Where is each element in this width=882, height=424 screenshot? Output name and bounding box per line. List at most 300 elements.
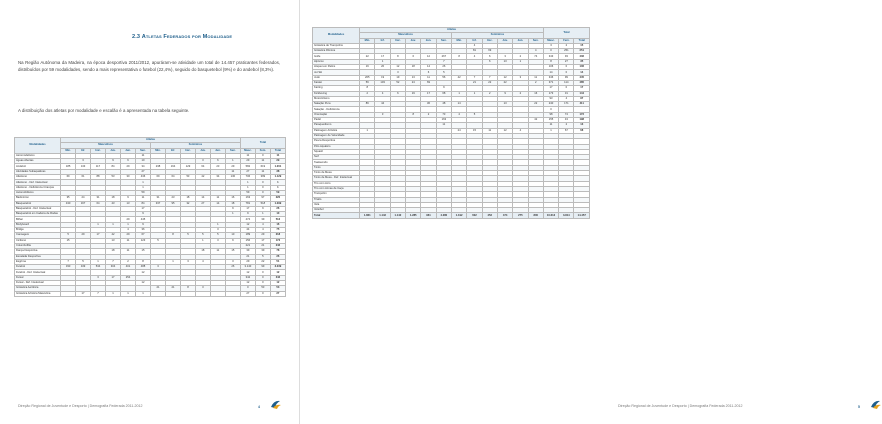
row-label: Badminton: [15, 196, 61, 201]
cell-value: 129: [180, 164, 195, 169]
cell-value: 12: [270, 281, 285, 286]
cell-value: 17: [240, 206, 255, 211]
cell-value: 7: [482, 75, 497, 80]
cell-value: 7: [91, 291, 106, 296]
cell-value: 44: [375, 102, 390, 107]
cell-value: 1: [360, 128, 375, 133]
header-row: [313, 28, 590, 33]
cell-value: 488: [136, 265, 151, 270]
cell-value: 74: [559, 112, 574, 117]
cell-value: 0: [543, 49, 558, 54]
cell-value: 1: [121, 222, 136, 227]
header-sub: Inf.: [375, 38, 390, 43]
cell-value: 8: [136, 259, 151, 264]
cell-value: 163: [436, 118, 451, 123]
header-sub: Sen.: [436, 38, 451, 43]
cell-value: 20: [375, 65, 390, 70]
header-femininos: Femininos: [451, 33, 543, 38]
row-label: Futebol - Def. Intelectual: [15, 270, 61, 275]
cell-value: 9: [225, 206, 240, 211]
cell-value: 15: [574, 43, 590, 48]
cell-value: 15: [61, 238, 76, 243]
row-label: Atividades Subaquáticas: [15, 169, 61, 174]
cell-value: 4: [375, 91, 390, 96]
header-sub: Masc.: [240, 148, 255, 153]
cell-value: 337: [150, 201, 165, 206]
cell-value: 0: [240, 286, 255, 291]
cell-value: 14: [195, 196, 210, 201]
cell-value: 11: [225, 169, 240, 174]
cell-value: 61: [76, 175, 91, 180]
cell-value: 14.457: [574, 213, 590, 218]
cell-value: 254: [121, 275, 136, 280]
cell-value: 53: [255, 286, 270, 291]
cell-value: [180, 291, 195, 296]
cell-value: 34: [210, 175, 225, 180]
row-label: Taekwondo: [313, 160, 360, 165]
cell-value: 0: [255, 291, 270, 296]
cell-value: 14: [451, 102, 466, 107]
cell-value: 3: [91, 275, 106, 280]
cell-value: 17: [106, 275, 121, 280]
cell-value: 8: [543, 59, 558, 64]
cell-value: 95: [165, 201, 180, 206]
cell-value: 275: [513, 213, 528, 218]
cell-value: 9: [436, 86, 451, 91]
cell-value: 9: [497, 91, 512, 96]
cell-value: 99: [255, 265, 270, 270]
cell-value: 24: [76, 196, 91, 201]
cell-value: 4: [467, 54, 482, 59]
cell-value: 3.140: [240, 265, 255, 270]
cell-value: 17: [255, 238, 270, 243]
cell-value: 1.285: [406, 213, 421, 218]
cell-value: 52: [390, 80, 405, 85]
cell-value: 1.201: [270, 164, 285, 169]
cell-value: 0: [559, 86, 574, 91]
cell-value: 1.299: [270, 201, 285, 206]
cell-value: 16: [360, 65, 375, 70]
cell-value: 29: [255, 233, 270, 238]
cell-value: 56: [436, 75, 451, 80]
row-label: Ginástica Artística Masculina: [15, 291, 61, 296]
cell-value: 4: [559, 96, 574, 101]
cell-value: 22: [255, 259, 270, 264]
cell-value: 5: [467, 112, 482, 117]
cell-value: 173: [270, 238, 285, 243]
cell-value: 23: [210, 164, 225, 169]
cell-value: 64: [91, 201, 106, 206]
cell-value: 73: [436, 112, 451, 117]
cell-value: 12: [240, 270, 255, 275]
cell-value: 29: [240, 259, 255, 264]
row-label: Golfe: [313, 54, 360, 59]
row-label: Padel: [313, 118, 360, 123]
cell-value: 7: [467, 75, 482, 80]
row-label: Basquetebol em Cadeira de Rodas: [15, 212, 61, 217]
cell-value: 2: [559, 123, 574, 128]
drjd-logo: [870, 398, 882, 410]
cell-value: 11: [255, 159, 270, 164]
cell-value: 445: [574, 75, 590, 80]
cell-value: 17: [375, 54, 390, 59]
cell-value: 706: [240, 175, 255, 180]
cell-value: 13: [497, 102, 512, 107]
cell-value: 4: [255, 222, 270, 227]
cell-value: 5: [76, 259, 91, 264]
row-label: Basquetebol: [15, 201, 61, 206]
cell-value: 0: [559, 65, 574, 70]
cell-value: 11: [543, 123, 558, 128]
header-sub: Inf.: [76, 148, 91, 153]
header-row: [15, 138, 286, 143]
header-masculinos: Masculinos: [61, 143, 151, 148]
row-label: Automobilismo: [15, 190, 61, 195]
cell-value: 15: [136, 249, 151, 254]
cell-value: 1: [467, 91, 482, 96]
cell-value: 12: [421, 54, 436, 59]
header-sub: Juv.: [406, 38, 421, 43]
cell-value: 3: [225, 259, 240, 264]
cell-value: 103: [375, 80, 390, 85]
cell-value: 69: [150, 175, 165, 180]
header-modalidades: Modalidades: [15, 138, 61, 154]
cell-value: 17: [76, 291, 91, 296]
cell-value: 18: [406, 65, 421, 70]
cell-value: 69: [61, 175, 76, 180]
cell-value: 164: [165, 164, 180, 169]
cell-value: 3.814: [559, 213, 574, 218]
cell-value: 19: [390, 75, 405, 80]
cell-value: 35: [61, 196, 76, 201]
cell-value: 81: [467, 49, 482, 54]
cell-value: 0: [559, 70, 574, 75]
row-label: Voleibol: [313, 208, 360, 213]
cell-value: 18: [225, 201, 240, 206]
header-sub: Jun.: [421, 38, 436, 43]
row-label: Bridge: [15, 228, 61, 233]
cell-value: 144: [574, 91, 590, 96]
header-sub: Inic.: [390, 38, 405, 43]
row-label: Futsal: [15, 275, 61, 280]
cell-value: 436: [136, 175, 151, 180]
row-label: Ciclismo: [15, 238, 61, 243]
header-femininos: Femininos: [150, 143, 240, 148]
header-masculinos: Masculinos: [360, 33, 452, 38]
cell-value: 304: [106, 265, 121, 270]
cell-value: 27: [240, 169, 255, 174]
cell-value: 93: [559, 54, 574, 59]
cell-value: 68: [436, 91, 451, 96]
cell-value: 17: [574, 86, 590, 91]
cell-value: 11: [482, 128, 497, 133]
cell-value: 1: [375, 59, 390, 64]
cell-value: 48: [436, 102, 451, 107]
cell-value: 430: [61, 201, 76, 206]
cell-value: 99: [559, 75, 574, 80]
section-number: 2.3: [132, 34, 141, 40]
cell-value: 18: [180, 196, 195, 201]
cell-value: 5: [61, 233, 76, 238]
cell-value: 130: [225, 175, 240, 180]
cell-value: 69: [421, 80, 436, 85]
cell-value: [165, 291, 180, 296]
cell-value: 3: [76, 159, 91, 164]
header-total: Total: [240, 138, 285, 149]
cell-value: 12: [497, 128, 512, 133]
cell-value: 1: [270, 185, 285, 190]
cell-value: 13: [406, 75, 421, 80]
row-label: Bilhar: [15, 217, 61, 222]
row-label: Aeromodelismo: [15, 153, 61, 158]
cell-value: 3: [497, 54, 512, 59]
header-sub: Juv.: [195, 148, 210, 153]
intro-paragraph: Na Região Autónoma da Madeira, na época desportiva 2011/2012, apuráram-se atividade um total de 14.457 praticantes federados, distribuídos por 59 modalidades, sendo a mais representativa o futebol (22,4%), seguido do basquetebol (9%) e do andebol (8,3%).: [18, 60, 280, 72]
cell-value: 11: [210, 249, 225, 254]
footer-left: Direção Regional de Juventude e Desporto | Demografia Federada 2011-2012: [18, 404, 143, 408]
cell-value: 97: [255, 196, 270, 201]
row-label: Atletismo - Deficiência Crianças: [15, 185, 61, 190]
cell-value: 12: [270, 270, 285, 275]
cell-value: 5: [255, 254, 270, 259]
footer-right: Direção Regional de Juventude e Desporto | Demografia Federada 2011-2012: [618, 404, 743, 408]
cell-value: 221: [240, 243, 255, 248]
cell-value: 18: [195, 249, 210, 254]
cell-value: 26: [270, 206, 285, 211]
cell-value: 22: [360, 54, 375, 59]
cell-value: 513: [270, 217, 285, 222]
cell-value: 1: [136, 180, 151, 185]
cell-value: 5: [180, 233, 195, 238]
cell-value: 8: [390, 54, 405, 59]
cell-value: 1.143: [375, 213, 390, 218]
row-label: Judo: [313, 75, 360, 80]
cell-value: 106: [574, 65, 590, 70]
cell-value: 3: [195, 159, 210, 164]
row-label: Natação - Deficiência: [313, 107, 360, 112]
cell-value: 198: [574, 118, 590, 123]
header-atletas: Atletas: [360, 28, 544, 33]
cell-value: 29: [225, 164, 240, 169]
cell-value: 267: [436, 54, 451, 59]
cell-value: 4.280: [436, 213, 451, 218]
cell-value: 9: [121, 196, 136, 201]
cell-value: 0: [255, 281, 270, 286]
cell-value: 220: [270, 196, 285, 201]
cell-value: 9: [106, 159, 121, 164]
cell-value: 4: [195, 259, 210, 264]
cell-value: 21: [255, 243, 270, 248]
cell-value: 401: [121, 265, 136, 270]
header-sub: Inic.: [91, 148, 106, 153]
cell-value: 38: [270, 169, 285, 174]
cell-value: 218: [270, 233, 285, 238]
cell-value: 346: [543, 75, 558, 80]
header-atletas: Atletas: [61, 138, 241, 143]
cell-value: 98: [543, 112, 558, 117]
total-row: [313, 213, 590, 218]
cell-value: 56: [360, 80, 375, 85]
row-label: Ginástica Aeróbica: [15, 286, 61, 291]
cell-value: 3: [210, 238, 225, 243]
athletes-table-right: [312, 27, 590, 219]
cell-value: 238: [150, 164, 165, 169]
drjd-logo: [270, 398, 282, 410]
cell-value: 39: [240, 249, 255, 254]
header-sub: Inic.: [180, 148, 195, 153]
cell-value: 1: [513, 59, 528, 64]
cell-value: 8: [451, 54, 466, 59]
cell-value: 4: [528, 49, 543, 54]
cell-value: 69: [482, 49, 497, 54]
left-page: [0, 0, 300, 424]
row-label: Patinagem de Velocidade: [313, 133, 360, 138]
cell-value: 11: [240, 153, 255, 158]
cell-value: 445: [136, 217, 151, 222]
cell-value: 582: [240, 164, 255, 169]
row-label: Andebol: [15, 164, 61, 169]
cell-value: 16: [225, 196, 240, 201]
cell-value: 3: [180, 259, 195, 264]
cell-value: 14: [574, 70, 590, 75]
header-sub: Fem.: [559, 38, 574, 43]
cell-value: 3: [150, 265, 165, 270]
cell-value: 11: [121, 238, 136, 243]
cell-value: 1.129: [270, 175, 285, 180]
cell-value: 32: [180, 201, 195, 206]
cell-value: 155: [543, 118, 558, 123]
cell-value: 17: [543, 86, 558, 91]
cell-value: 11: [270, 153, 285, 158]
cell-value: 1: [195, 238, 210, 243]
row-label: Total: [313, 213, 360, 218]
cell-value: 5: [150, 238, 165, 243]
page-number-left: 4: [258, 405, 260, 409]
cell-value: 4: [467, 43, 482, 48]
cell-value: 93: [543, 96, 558, 101]
cell-value: 1: [106, 291, 121, 296]
cell-value: 64: [195, 164, 210, 169]
cell-value: 31: [91, 196, 106, 201]
cell-value: 59: [136, 190, 151, 195]
cell-value: 24: [406, 80, 421, 85]
cell-value: 31: [559, 91, 574, 96]
cell-value: 12: [136, 270, 151, 275]
header-sub: Jun.: [513, 38, 528, 43]
cell-value: 59: [270, 190, 285, 195]
cell-value: 53: [270, 286, 285, 291]
cell-value: 10: [225, 233, 240, 238]
cell-value: 518: [255, 201, 270, 206]
cell-value: 2: [121, 259, 136, 264]
table-row: [15, 291, 286, 296]
section-heading: Atletas Federados por Modalidade: [141, 34, 233, 40]
cell-value: 29: [240, 159, 255, 164]
cell-value: 251: [574, 49, 590, 54]
cell-value: 12: [240, 281, 255, 286]
cell-value: 371: [543, 80, 558, 85]
cell-value: 3.239: [270, 265, 285, 270]
cell-value: 343: [543, 54, 558, 59]
cell-value: 84: [136, 201, 151, 206]
cell-value: 10: [270, 212, 285, 217]
cell-value: 800: [528, 213, 543, 218]
cell-value: 1: [210, 222, 225, 227]
cell-value: 24: [451, 128, 466, 133]
cell-value: 21: [150, 286, 165, 291]
cell-value: 781: [240, 201, 255, 206]
cell-value: 43: [559, 118, 574, 123]
cell-value: 9: [240, 212, 255, 217]
cell-value: 452: [482, 213, 497, 218]
cell-value: 114: [559, 80, 574, 85]
cell-value: 534: [91, 265, 106, 270]
cell-value: 11: [436, 123, 451, 128]
row-label: Tiro com Arco: [313, 181, 360, 186]
row-label: Ginástica Rítmica: [313, 49, 360, 54]
cell-value: 67: [136, 233, 151, 238]
cell-value: 11: [421, 75, 436, 80]
row-label: Karaté: [313, 80, 360, 85]
cell-value: 22: [528, 102, 543, 107]
cell-value: 173: [543, 91, 558, 96]
cell-value: 5: [210, 233, 225, 238]
cell-value: 106: [543, 65, 558, 70]
cell-value: 29: [270, 159, 285, 164]
row-label: Pesca Desportiva: [313, 139, 360, 144]
cell-value: 43: [106, 201, 121, 206]
cell-value: 3: [210, 228, 225, 233]
cell-value: 333: [61, 265, 76, 270]
cell-value: 53: [180, 175, 195, 180]
cell-value: 13: [574, 123, 590, 128]
cell-value: 22: [482, 80, 497, 85]
cell-value: 342: [270, 275, 285, 280]
cell-value: 172: [574, 112, 590, 117]
header-total: Total: [543, 28, 589, 39]
cell-value: 11: [136, 153, 151, 158]
cell-value: 36: [136, 228, 151, 233]
cell-value: 205: [360, 75, 375, 80]
cell-value: 67: [559, 128, 574, 133]
header-sub: Inic.: [482, 38, 497, 43]
row-label: Karting: [313, 86, 360, 91]
cell-value: 11: [528, 75, 543, 80]
row-label: Atletismo - Def. Intelectual: [15, 180, 61, 185]
row-label: Orientação: [313, 112, 360, 117]
cell-value: 42: [195, 175, 210, 180]
cell-value: 30: [121, 175, 136, 180]
cell-value: 5: [436, 70, 451, 75]
cell-value: 4: [121, 228, 136, 233]
row-label: Trampolim: [313, 192, 360, 197]
header-sub: Juv.: [106, 148, 121, 153]
header-sub: Min.: [360, 38, 375, 43]
cell-value: 3: [543, 43, 558, 48]
cell-value: 133: [76, 164, 91, 169]
cell-value: 16: [270, 222, 285, 227]
cell-value: 6: [482, 59, 497, 64]
cell-value: 74: [528, 54, 543, 59]
row-label: Bodyboard: [15, 222, 61, 227]
header-sub: Min.: [61, 148, 76, 153]
cell-value: 8: [165, 233, 180, 238]
header-sub: Inf.: [467, 38, 482, 43]
cell-value: 3: [375, 112, 390, 117]
cell-value: [195, 291, 210, 296]
cell-value: 14: [210, 201, 225, 206]
row-label: Jet Ski: [313, 70, 360, 75]
